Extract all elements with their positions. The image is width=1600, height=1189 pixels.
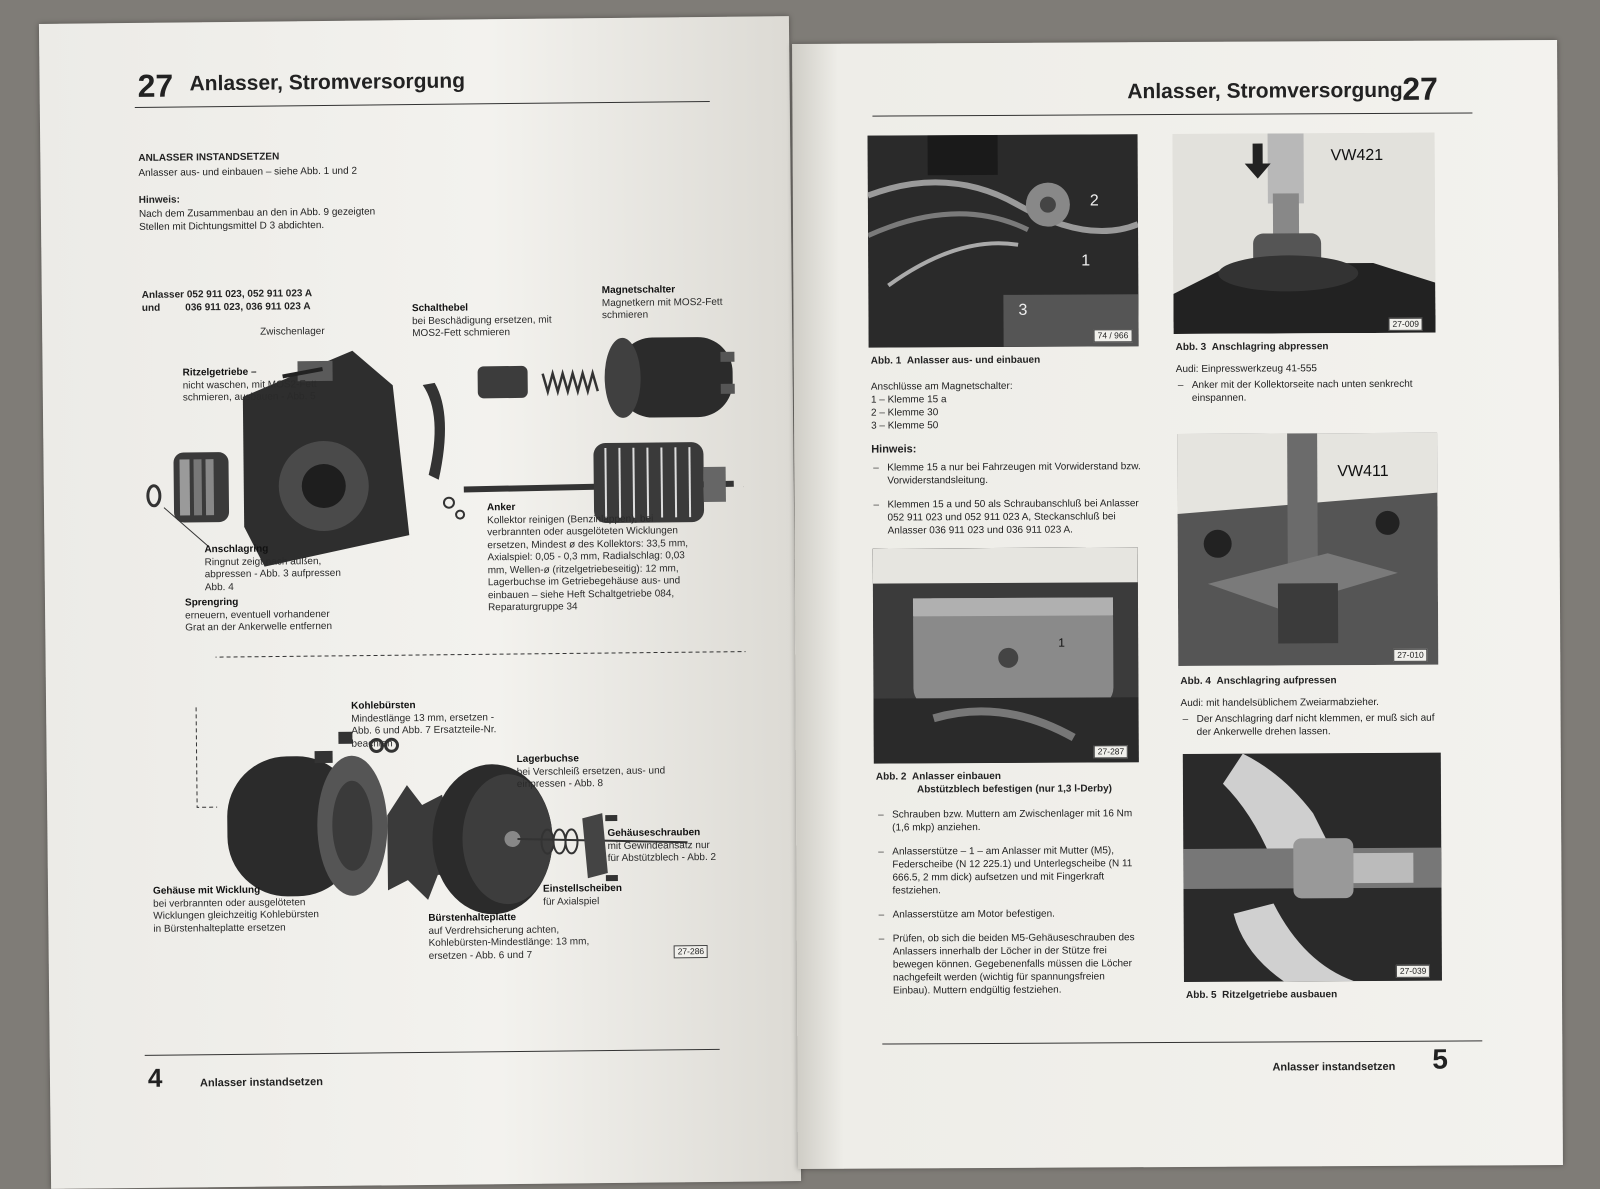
abb4-notes <box>1181 712 1441 750</box>
left-header-rule <box>135 101 710 108</box>
right-chapter-number: 27 <box>1402 70 1438 107</box>
label-kohlebuersten: Kohlebürsten Mindestlänge 13 mm, ersetzen - Abb. 6 und Abb. 7 Ersatzteile-Nr. beachten <box>351 700 497 750</box>
abb4-caption: Abb. 4 Anschlagring aufpressen <box>1180 675 1337 687</box>
left-chapter-number: 27 <box>137 67 174 104</box>
hinweis-label: Hinweis: <box>138 194 180 206</box>
left-footer-rule <box>145 1049 720 1056</box>
label-buerstenhalteplatte: Bürstenhalteplatte auf Verdrehsicherung achten, Kohlebürsten-Mindestlänge: 13 mm, ersetzen - Abb. 6 und 7 <box>428 912 590 962</box>
abb3-audi: Audi: Einpresswerkzeug 41-555 <box>1175 363 1317 376</box>
left-figure-ref: 27-286 <box>674 945 709 958</box>
section-intro: Anlasser aus- und einbauen – siehe Abb. 1 und 2 <box>138 165 358 179</box>
abb3-notes <box>1176 378 1436 416</box>
label-schalthebel: Schalthebel bei Beschädigung ersetzen, mit MOS2-Fett schmieren <box>411 302 552 340</box>
right-footer-rule <box>882 1040 1482 1044</box>
abb2-caption: Abb. 2 Anlasser einbauen <box>875 770 1001 783</box>
abb1-notes <box>871 460 1141 548</box>
solenoid-drawing <box>604 337 735 418</box>
label-anschlagring: Anschlagring Ringnut zeigt nach außen, abpressen - Abb. 3 aufpressen Abb. 4 <box>204 543 341 593</box>
abb2-note-4: – Prüfen, ob sich die beiden M5-Gehäuseschrauben des Anlassers innerhalb der Löcher in der Stütze frei bewegen können. Gegebenenfalls müssen die Löcher nachgefeilt werden (wichtig für spannungsfreien Einbau). Muttern endgültig festziehen. <box>877 931 1142 997</box>
section-title: ANLASSER INSTANDSETZEN <box>138 151 280 164</box>
label-zwischenlager: Zwischenlager <box>260 325 325 338</box>
abb2-note-3: – Anlasserstütze am Motor befestigen. <box>877 907 1142 921</box>
photo-abb-5 <box>1183 753 1442 982</box>
abb1-callout-2: 2 <box>1089 192 1099 210</box>
field-housing-drawing <box>227 755 388 897</box>
label-gehaeuse-wicklung: Gehäuse mit Wicklung bei verbrannten oder ausgelöteten Wicklungen gleichzeitig Kohlebürsten in Bürstenhalteplatte ersetzen <box>152 884 319 935</box>
left-footer-title: Anlasser instandsetzen <box>199 1076 323 1090</box>
label-magnetschalter: Magnetschalter Magnetkern mit MOS2-Fett schmieren <box>601 284 723 322</box>
label-gehaeuseschrauben: Gehäuseschrauben mit Gewindeansatz nur für Abstützblech - Abb. 2 <box>607 827 717 865</box>
right-page-number: 5 <box>1432 1043 1449 1075</box>
brush-drawing <box>315 751 333 763</box>
left-page-title: Anlasser, Stromversorgung <box>189 69 466 96</box>
abb2-callout-1: 1 <box>1058 635 1065 650</box>
abb5-caption: Abb. 5 Ritzelgetriebe ausbauen <box>1186 989 1338 1001</box>
photo-abb-3 <box>1173 133 1436 334</box>
abb3-caption: Abb. 3 Anschlagring abpressen <box>1175 341 1329 354</box>
left-page-number: 4 <box>147 1062 163 1093</box>
abb4-tool-label: VW411 <box>1337 462 1389 481</box>
right-footer-title: Anlasser instandsetzen <box>1272 1060 1396 1074</box>
spring-drawing <box>543 373 598 392</box>
photo-abb-4 <box>1177 433 1438 666</box>
hinweis-text: Nach dem Zusammenbau an den in Abb. 9 gezeigten Stellen mit Dichtungsmittel D 3 abdichten. <box>138 206 376 233</box>
label-einstellscheiben: Einstellscheiben für Axialspiel <box>542 882 622 908</box>
models-line-2: und 036 911 023, 036 911 023 A <box>141 301 311 314</box>
abb1-item-3: 3 – Klemme 50 <box>871 420 939 432</box>
abb3-note-1: – Anker mit der Kollektorseite nach unten senkrecht einspannen. <box>1176 378 1436 405</box>
abb1-caption: Abb. 1 Anlasser aus- und einbauen <box>870 354 1041 367</box>
snap-ring-drawing <box>148 486 160 506</box>
abb5-ref: 27-039 <box>1396 965 1431 978</box>
abb1-callout-3: 3 <box>1018 301 1028 319</box>
abb2-ref: 27-287 <box>1094 745 1129 758</box>
abb1-item-2: 2 – Klemme 30 <box>870 407 939 419</box>
shift-lever-drawing <box>423 383 446 480</box>
right-page-title: Anlasser, Stromversorgung <box>1127 78 1403 104</box>
label-ritzelgetriebe: Ritzelgetriebe – nicht waschen, mit MOS2-Fett schmieren, ausbauen - Abb. 5 <box>182 366 317 404</box>
label-anker: Anker Kollektor reinigen (Benzinlappen), bei verbrannten oder ausgelöteten Wicklungen ersetzen, Mindest ø des Kollektors: 33,5 mm, Axialspiel: 0,05 - 0,3 mm, Radialschlag: 0,03 mm, Wellen-ø (ritzelgetriebeseitig): 12 mm, Lagerbuchse im Getriebegehäuse aus- und einbauen – siehe Heft Schaltgetriebe 084, Reparaturgruppe 34 <box>486 501 689 614</box>
abb1-hinweis-label: Hinweis: <box>871 443 917 456</box>
photo-abb-2 <box>873 547 1139 763</box>
abb1-ref: 74 / 966 <box>1094 329 1133 342</box>
right-header-rule <box>872 112 1472 116</box>
plunger-drawing <box>478 366 528 399</box>
abb1-note-1: – Klemme 15 a nur bei Fahrzeugen mit Vorwiderstand bzw. Vorwiderstandsleitung. <box>871 460 1141 487</box>
photo-abb-1 <box>868 134 1139 347</box>
models-line-1: Anlasser 052 911 023, 052 911 023 A <box>141 288 313 301</box>
right-page <box>792 40 1563 1169</box>
abb2-notes <box>876 807 1142 1008</box>
pinion-gear-drawing <box>173 452 229 523</box>
label-sprengring: Sprengring erneuern, eventuell vorhandener Grat an der Ankerwelle entfernen <box>184 596 333 634</box>
abb2-caption-line-2: Abstützblech befestigen (nur 1,3 l-Derby) <box>916 783 1113 796</box>
abb3-ref: 27-009 <box>1389 318 1424 331</box>
abb2-note-1: – Schrauben bzw. Muttern am Zwischenlager mit 16 Nm (1,6 mkp) anziehen. <box>876 807 1141 834</box>
abb4-ref: 27-010 <box>1393 649 1428 662</box>
left-page <box>39 16 801 1189</box>
abb1-intro: Anschlüsse am Magnetschalter: <box>870 380 1013 393</box>
label-lagerbuchse: Lagerbuchse bei Verschleiß ersetzen, aus- und einpressen - Abb. 8 <box>516 753 666 790</box>
abb2-note-2: – Anlasserstütze – 1 – am Anlasser mit Mutter (M5), Federscheibe (N 12 225.1) und Unterlegscheibe (N 11 666.5, 2 mm dick) aufsetzen und mit Fingerkraft festziehen. <box>876 844 1141 897</box>
abb1-item-1: 1 – Klemme 15 a <box>870 394 947 406</box>
abb1-callout-1: 1 <box>1081 252 1091 270</box>
abb1-note-2: – Klemmen 15 a und 50 als Schraubanschluß bei Anlasser 052 911 023 und 052 911 023 A, Steckanschluß bei Anlasser 036 911 023 und 036 911 023 A. <box>871 497 1141 537</box>
abb4-note-1: – Der Anschlagring darf nicht klemmen, er muß sich auf der Ankerwelle drehen lassen. <box>1181 712 1441 739</box>
support-plate-drawing <box>582 813 608 878</box>
abb3-tool-label: VW421 <box>1330 146 1384 165</box>
abb4-audi: Audi: mit handelsüblichem Zweiarmabzieher. <box>1180 696 1379 709</box>
